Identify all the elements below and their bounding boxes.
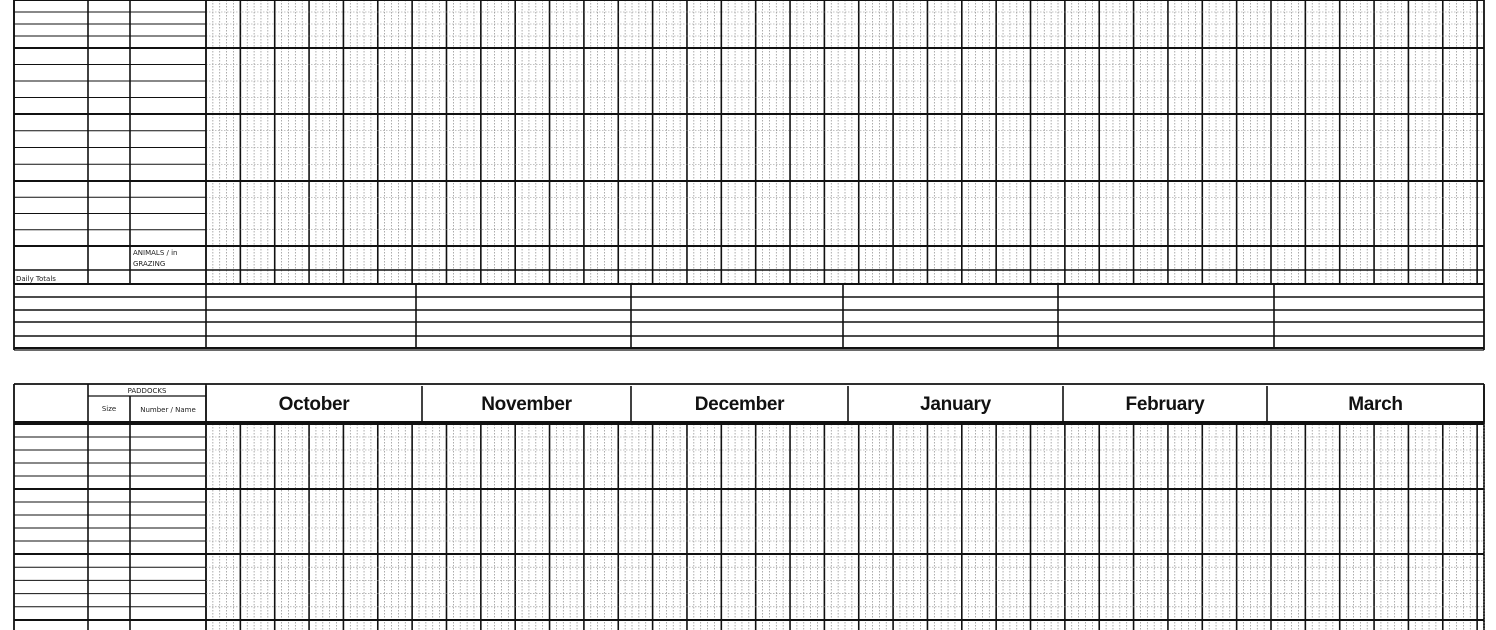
size-label: Size (101, 405, 117, 413)
upper-grazing-grid (14, 0, 1484, 350)
month-header-march: March (1348, 394, 1403, 415)
grazing-cell-label-2: GRAZING (133, 260, 166, 268)
month-header-november: November (481, 394, 572, 415)
lower-grazing-grid (14, 350, 1484, 630)
month-header-october: October (278, 394, 350, 415)
month-header-january: January (920, 394, 991, 415)
grazing-cell-label-1: ANIMALS / in (133, 249, 178, 257)
month-header-february: February (1125, 394, 1205, 415)
daily-totals-label: Daily Totals (16, 275, 56, 283)
number-name-label: Number / Name (140, 406, 196, 414)
month-header-december: December (694, 394, 785, 415)
paddocks-header: PADDOCKS (127, 387, 167, 395)
